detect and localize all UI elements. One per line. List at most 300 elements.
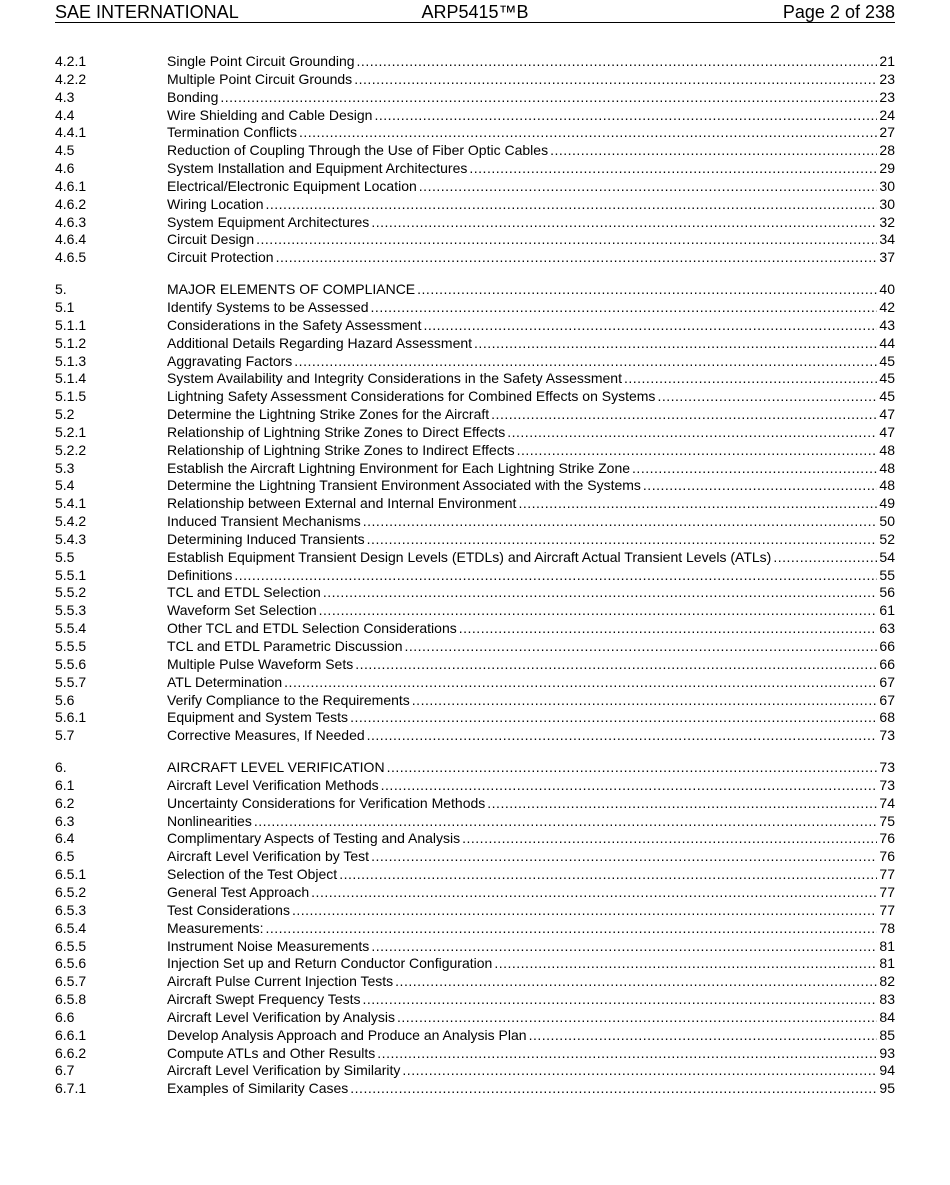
toc-page-number: 45 [879, 388, 895, 405]
toc-section-title: Identify Systems to be Assessed [167, 298, 369, 315]
toc-page-number: 84 [879, 1008, 895, 1025]
toc-entry-line [167, 477, 895, 495]
toc-dot-leader [657, 388, 877, 406]
toc-entry[interactable] [55, 477, 895, 495]
toc-dot-leader [371, 848, 877, 866]
toc-entry-line [167, 353, 895, 371]
toc-section-number: 5.2.1 [55, 423, 87, 440]
toc-section-number: 6.4 [55, 830, 75, 847]
toc-dot-leader [363, 513, 878, 531]
toc-entry-line [167, 795, 895, 813]
toc-entry[interactable] [55, 848, 895, 866]
toc-dot-leader [311, 884, 877, 902]
toc-entry[interactable] [55, 1027, 895, 1045]
toc-page-number: 24 [879, 106, 895, 123]
toc-section-title: Bonding [167, 88, 219, 105]
toc-section-title: Relationship between External and Internal Environment [167, 495, 517, 512]
toc-entry[interactable] [55, 549, 895, 567]
toc-section-title: Determine the Lightning Strike Zones for the Aircraft [167, 406, 490, 423]
toc-entry-line [167, 495, 895, 513]
toc-entry[interactable] [55, 938, 895, 956]
toc-entry-line [167, 249, 895, 267]
header-organization: SAE INTERNATIONAL [55, 2, 239, 22]
toc-section-number: 4.6.5 [55, 249, 87, 266]
toc-entry-line [167, 71, 895, 89]
toc-section-number: 5.4.1 [55, 495, 87, 512]
toc-page-number: 73 [879, 759, 895, 776]
toc-dot-leader [284, 674, 877, 692]
toc-section-number: 5.1 [55, 298, 75, 315]
toc-section-title: Aircraft Level Verification by Similarity [167, 1062, 401, 1079]
toc-page-number: 94 [879, 1062, 895, 1079]
toc-section-title: Other TCL and ETDL Selection Considerations [167, 620, 457, 637]
toc-entry[interactable] [55, 370, 895, 388]
toc-section-number: 5. [55, 281, 67, 298]
toc-section-number: 6.5.3 [55, 901, 87, 918]
toc-entry[interactable] [55, 709, 895, 727]
toc-page-number: 27 [879, 124, 895, 141]
toc-section-title: Electrical/Electronic Equipment Location [167, 177, 417, 194]
toc-page-number: 48 [879, 459, 895, 476]
toc-section-number: 6.5 [55, 848, 75, 865]
toc-entry[interactable] [55, 71, 895, 89]
toc-entry-line [167, 884, 895, 902]
toc-section-number: 4.6.4 [55, 231, 87, 248]
toc-entry[interactable] [55, 299, 895, 317]
toc-entry-line [167, 991, 895, 1009]
toc-section-title: System Installation and Equipment Architectures [167, 160, 468, 177]
toc-dot-leader [474, 335, 877, 353]
toc-entry-line [167, 335, 895, 353]
toc-entry-line [167, 902, 895, 920]
toc-section-title: ATL Determination [167, 673, 283, 690]
toc-page-number: 95 [879, 1080, 895, 1097]
toc-dot-leader [518, 495, 877, 513]
toc-entry[interactable] [55, 89, 895, 107]
toc-entry-line [167, 1062, 895, 1080]
toc-entry-line [167, 709, 895, 727]
toc-section-title: Examples of Similarity Cases [167, 1080, 349, 1097]
toc-section-number: 6.5.8 [55, 991, 87, 1008]
toc-section-number: 4.2.1 [55, 53, 87, 69]
toc-page-number: 23 [879, 70, 895, 87]
toc-entry-line [167, 460, 895, 478]
toc-entry-line [167, 370, 895, 388]
toc-entry[interactable] [55, 584, 895, 602]
toc-section-number: 6.5.1 [55, 866, 87, 883]
toc-entry-line [167, 848, 895, 866]
toc-page-number: 28 [879, 142, 895, 159]
toc-entry[interactable] [55, 813, 895, 831]
toc-entry[interactable] [55, 866, 895, 884]
toc-page-number: 21 [879, 53, 895, 69]
toc-dot-leader [494, 955, 877, 973]
toc-section-number: 5.4.2 [55, 513, 87, 530]
toc-section-number: 5.4.3 [55, 530, 87, 547]
toc-section-title: Compute ATLs and Other Results [167, 1044, 376, 1061]
toc-section-title: Determining Induced Transients [167, 530, 365, 547]
toc-entry[interactable] [55, 196, 895, 214]
toc-page-number: 82 [879, 973, 895, 990]
toc-section-title: Establish the Aircraft Lightning Environment for Each Lightning Strike Zone [167, 459, 631, 476]
toc-dot-leader [395, 973, 877, 991]
toc-section-title: Aircraft Swept Frequency Tests [167, 991, 361, 1008]
toc-dot-leader [367, 727, 878, 745]
toc-section-title: Termination Conflicts [167, 124, 297, 141]
toc-entry[interactable] [55, 424, 895, 442]
toc-entry-line [167, 759, 895, 777]
toc-entry-line [167, 317, 895, 335]
toc-dot-leader [374, 107, 877, 125]
toc-dot-leader [643, 477, 878, 495]
toc-page-number: 75 [879, 812, 895, 829]
toc-entry[interactable] [55, 692, 895, 710]
toc-page-number: 61 [879, 602, 895, 619]
toc-section-number: 4.3 [55, 88, 75, 105]
toc-entry[interactable] [55, 513, 895, 531]
toc-entry-line [167, 656, 895, 674]
toc-entry-line [167, 214, 895, 232]
toc-section-title: Reduction of Coupling Through the Use of Fiber Optic Cables [167, 142, 549, 159]
toc-dot-leader [417, 281, 877, 299]
toc-dot-leader [234, 567, 877, 585]
toc-section-title: Aircraft Level Verification by Test [167, 848, 370, 865]
toc-entry-line [167, 638, 895, 656]
toc-section-number: 6.5.2 [55, 883, 87, 900]
toc-section-title: Induced Transient Mechanisms [167, 513, 361, 530]
toc-entry[interactable] [55, 620, 895, 638]
toc-section-title: Aggravating Factors [167, 352, 293, 369]
toc-dot-leader [266, 196, 878, 214]
toc-entry[interactable] [55, 674, 895, 692]
toc-section-number: 5.1.5 [55, 388, 87, 405]
toc-section-number: 6. [55, 759, 67, 776]
toc-section-number: 5.2 [55, 406, 75, 423]
toc-entry-line [167, 938, 895, 956]
toc-section-number: 5.1.4 [55, 370, 87, 387]
toc-entry-line [167, 231, 895, 249]
toc-dot-leader [397, 1009, 877, 1027]
toc-section-number: 5.6 [55, 691, 75, 708]
toc-entry[interactable] [55, 759, 895, 777]
toc-entry[interactable] [55, 460, 895, 478]
toc-entry[interactable] [55, 388, 895, 406]
toc-entry-line [167, 178, 895, 196]
toc-section-title: Verify Compliance to the Requirements [167, 691, 410, 708]
page-header [55, 2, 895, 23]
toc-section-number: 5.5.2 [55, 584, 87, 601]
toc-entry-line [167, 142, 895, 160]
toc-page-number: 42 [879, 298, 895, 315]
toc-section-number: 6.5.7 [55, 973, 87, 990]
toc-section-title: Additional Details Regarding Hazard Assessment [167, 334, 473, 351]
toc-section-number: 4.6.1 [55, 177, 87, 194]
toc-entry[interactable] [55, 124, 895, 142]
toc-entry-line [167, 1009, 895, 1027]
toc-section-title: Determine the Lightning Transient Environment Associated with the Systems [167, 477, 641, 494]
toc-dot-leader [292, 902, 877, 920]
toc-page-number: 76 [879, 848, 895, 865]
toc-section-title: TCL and ETDL Selection [167, 584, 321, 601]
toc-page-number: 43 [879, 316, 895, 333]
toc-page-number: 77 [879, 883, 895, 900]
toc-page-number: 32 [879, 213, 895, 230]
toc-entry[interactable] [55, 317, 895, 335]
toc-entry[interactable] [55, 920, 895, 938]
toc-dot-leader [419, 178, 878, 196]
toc-dot-leader [254, 813, 878, 831]
toc-section-number: 4.4 [55, 106, 75, 123]
toc-section-title: Establish Equipment Transient Design Levels (ETDLs) and Aircraft Actual Transient Levels (ATLs) [167, 548, 772, 565]
toc-section-title: Circuit Design [167, 231, 255, 248]
toc-entry-line [167, 866, 895, 884]
toc-section-title: General Test Approach [167, 883, 310, 900]
toc-section-number: 5.1.1 [55, 316, 87, 333]
toc-dot-leader [387, 759, 878, 777]
toc-section-title: Wire Shielding and Cable Design [167, 106, 373, 123]
toc-entry-line [167, 692, 895, 710]
toc-entry-line [167, 620, 895, 638]
toc-page-number: 30 [879, 177, 895, 194]
toc-section-number: 5.5.5 [55, 638, 87, 654]
toc-page-number: 66 [879, 655, 895, 672]
toc-section-title: AIRCRAFT LEVEL VERIFICATION [167, 759, 385, 776]
toc-page-number: 55 [879, 566, 895, 583]
toc-page-number: 73 [879, 727, 895, 744]
toc-entry-line [167, 281, 895, 299]
toc-section-title: Aircraft Level Verification by Analysis [167, 1008, 395, 1025]
toc-section-number: 5.3 [55, 459, 75, 476]
toc-dot-leader [412, 692, 878, 710]
toc-entry[interactable] [55, 1080, 895, 1098]
toc-entry-line [167, 299, 895, 317]
toc-page-number: 73 [879, 776, 895, 793]
toc-page-number: 37 [879, 249, 895, 266]
toc-entry[interactable] [55, 656, 895, 674]
toc-page-number: 63 [879, 620, 895, 637]
toc-section-title: Lightning Safety Assessment Considerations for Combined Effects on Systems [167, 388, 656, 405]
toc-entry[interactable] [55, 214, 895, 232]
toc-page-number: 48 [879, 477, 895, 494]
toc-page-number: 67 [879, 691, 895, 708]
toc-section-title: Aircraft Level Verification Methods [167, 776, 379, 793]
toc-dot-leader [371, 938, 877, 956]
toc-entry[interactable] [55, 1045, 895, 1063]
toc-page-number: 78 [879, 919, 895, 936]
toc-entry[interactable] [55, 902, 895, 920]
toc-section-title: Equipment and System Tests [167, 709, 349, 726]
toc-section-number: 6.3 [55, 812, 75, 829]
toc-entry[interactable] [55, 281, 895, 299]
toc-section-number: 5.7 [55, 727, 75, 744]
toc-entry-line [167, 1045, 895, 1063]
toc-dot-leader [220, 89, 877, 107]
toc-entry-line [167, 674, 895, 692]
toc-entry-line [167, 124, 895, 142]
toc-dot-leader [367, 531, 878, 549]
toc-entry-line [167, 513, 895, 531]
toc-entry[interactable] [55, 249, 895, 267]
toc-entry[interactable] [55, 142, 895, 160]
toc-dot-leader [350, 1080, 877, 1098]
toc-entry[interactable] [55, 531, 895, 549]
toc-entry[interactable] [55, 1062, 895, 1080]
toc-page-number: 45 [879, 352, 895, 369]
toc-section-title: Definitions [167, 566, 233, 583]
toc-entry[interactable] [55, 727, 895, 745]
toc-page-number: 47 [879, 423, 895, 440]
toc-page-number: 23 [879, 88, 895, 105]
toc-dot-leader [265, 920, 877, 938]
toc-entry-line [167, 549, 895, 567]
toc-entry[interactable] [55, 53, 895, 71]
toc-section-title: Complimentary Aspects of Testing and Analysis [167, 830, 461, 847]
toc-page-number: 81 [879, 937, 895, 954]
toc-dot-leader [402, 1062, 877, 1080]
toc-dot-leader [371, 299, 878, 317]
toc-section-title: Corrective Measures, If Needed [167, 727, 365, 744]
toc-section-number: 4.6.3 [55, 213, 87, 230]
toc-dot-leader [487, 795, 877, 813]
toc-section-number: 6.6 [55, 1008, 75, 1025]
toc-section-title: Injection Set up and Return Conductor Configuration [167, 955, 493, 972]
toc-dot-leader [423, 317, 877, 335]
toc-entry[interactable] [55, 442, 895, 460]
toc-entry-line [167, 973, 895, 991]
toc-section-number: 6.7 [55, 1062, 75, 1079]
toc-entry-line [167, 1080, 895, 1098]
toc-page-number: 77 [879, 866, 895, 883]
toc-section-number: 5.5.6 [55, 655, 87, 672]
toc-section-title: Considerations in the Safety Assessment [167, 316, 422, 333]
toc-entry-line [167, 830, 895, 848]
toc-entry[interactable] [55, 638, 895, 656]
toc-entry[interactable] [55, 991, 895, 1009]
toc-section-title: System Equipment Architectures [167, 213, 370, 230]
toc-section-number: 6.2 [55, 794, 75, 811]
toc-dot-leader [462, 830, 877, 848]
toc-section-number: 5.6.1 [55, 709, 87, 726]
toc-entry[interactable] [55, 830, 895, 848]
toc-section-number: 5.4 [55, 477, 75, 494]
toc-entry[interactable] [55, 795, 895, 813]
toc-entry[interactable] [55, 406, 895, 424]
toc-page-number: 77 [879, 901, 895, 918]
toc-entry-line [167, 567, 895, 585]
toc-page-number: 34 [879, 231, 895, 248]
toc-section-title: Selection of the Test Object [167, 866, 338, 883]
toc-dot-leader [529, 1027, 878, 1045]
toc-page-number: 56 [879, 584, 895, 601]
toc-entry[interactable] [55, 178, 895, 196]
toc-section-number: 6.6.2 [55, 1044, 87, 1061]
toc-entry-line [167, 531, 895, 549]
toc-entry[interactable] [55, 884, 895, 902]
toc-section-title: Test Considerations [167, 901, 290, 918]
toc-section-title: Circuit Protection [167, 249, 274, 266]
toc-entry-line [167, 584, 895, 602]
toc-page-number: 83 [879, 991, 895, 1008]
toc-page-number: 29 [879, 160, 895, 177]
toc-entry-line [167, 388, 895, 406]
toc-section-title: MAJOR ELEMENTS OF COMPLIANCE [167, 281, 416, 298]
toc-dot-leader [459, 620, 878, 638]
toc-dot-leader [355, 656, 877, 674]
toc-entry[interactable] [55, 1009, 895, 1027]
toc-page-number: 40 [879, 281, 895, 298]
toc-dot-leader [773, 549, 877, 567]
toc-entry[interactable] [55, 335, 895, 353]
toc-section-title: Develop Analysis Approach and Produce an Analysis Plan [167, 1026, 527, 1043]
toc-dot-leader [404, 638, 877, 656]
toc-entry[interactable] [55, 567, 895, 585]
toc-dot-leader [517, 442, 878, 460]
toc-page-number: 49 [879, 495, 895, 512]
toc-dot-leader [469, 160, 877, 178]
toc-entry-line [167, 107, 895, 125]
toc-entry[interactable] [55, 495, 895, 513]
toc-section-number: 6.5.5 [55, 937, 87, 954]
toc-page-number: 74 [879, 794, 895, 811]
toc-page-number: 30 [879, 195, 895, 212]
toc-dot-leader [381, 777, 878, 795]
toc-section-number: 4.6.2 [55, 195, 87, 212]
toc-entry[interactable] [55, 602, 895, 620]
toc-entry[interactable] [55, 353, 895, 371]
toc-page-number: 66 [879, 638, 895, 654]
toc-section-number: 4.5 [55, 142, 75, 159]
toc-section-number: 4.2.2 [55, 70, 87, 87]
toc-entry[interactable] [55, 107, 895, 125]
toc-section-number: 4.4.1 [55, 124, 87, 141]
toc-entry[interactable] [55, 777, 895, 795]
toc-section-title: Multiple Point Circuit Grounds [167, 70, 353, 87]
toc-dot-leader [294, 353, 877, 371]
toc-entry[interactable] [55, 973, 895, 991]
toc-entry-line [167, 442, 895, 460]
toc-entry-line [167, 53, 895, 71]
toc-entry[interactable] [55, 160, 895, 178]
toc-section-title: Relationship of Lightning Strike Zones to Direct Effects [167, 423, 506, 440]
toc-section-title: Multiple Pulse Waveform Sets [167, 655, 354, 672]
toc-section-number: 6.7.1 [55, 1080, 87, 1097]
toc-entry[interactable] [55, 231, 895, 249]
toc-dot-leader [350, 709, 877, 727]
toc-dot-leader [371, 214, 877, 232]
toc-page-number: 52 [879, 530, 895, 547]
toc-section-number: 5.5.1 [55, 566, 87, 583]
toc-page-number: 54 [879, 548, 895, 565]
toc-page-number: 85 [879, 1026, 895, 1043]
toc-dot-leader [550, 142, 877, 160]
toc-dot-leader [354, 71, 877, 89]
toc-entry-line [167, 727, 895, 745]
toc-section-title: Measurements: [167, 919, 264, 936]
toc-dot-leader [339, 866, 877, 884]
table-of-contents [55, 53, 895, 1098]
toc-section-number: 6.5.4 [55, 919, 87, 936]
toc-section-title: Aircraft Pulse Current Injection Tests [167, 973, 394, 990]
toc-entry-line [167, 196, 895, 214]
toc-section-number: 6.1 [55, 776, 75, 793]
toc-page-number: 48 [879, 441, 895, 458]
toc-dot-leader [276, 249, 878, 267]
toc-page-number: 50 [879, 513, 895, 530]
toc-page-number: 93 [879, 1044, 895, 1061]
toc-entry[interactable] [55, 955, 895, 973]
toc-entry-line [167, 424, 895, 442]
toc-section-title: Waveform Set Selection [167, 602, 317, 619]
